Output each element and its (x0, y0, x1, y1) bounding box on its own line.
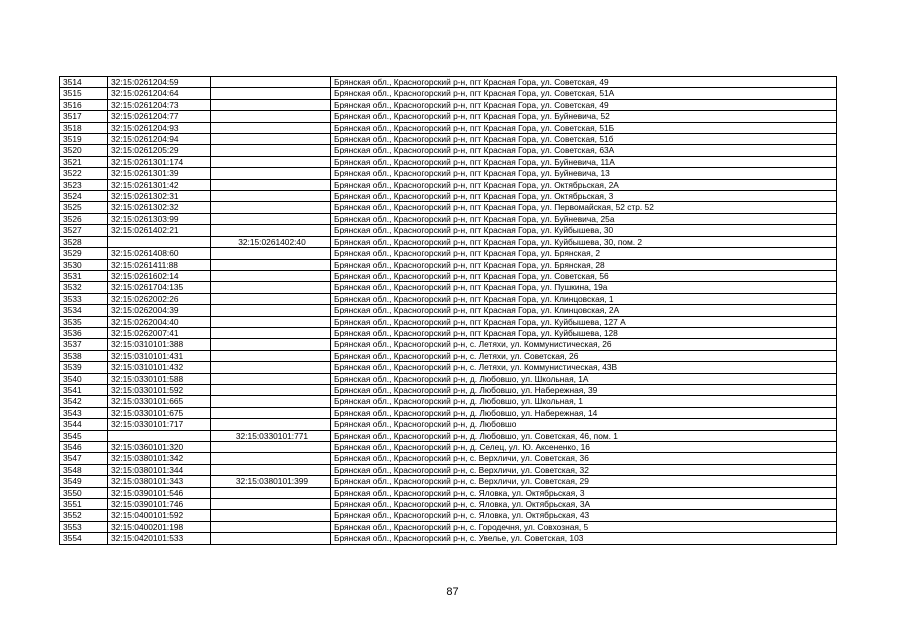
row-number-cell: 3551 (60, 499, 108, 510)
cadastral-number-cell: 32:15:0310101:431 (108, 350, 211, 361)
table-row (60, 111, 837, 122)
table-row (60, 396, 837, 407)
address-cell: Брянская обл., Красногорский р-н, пгт Красная Гора, ул. Советская, 51б (331, 134, 837, 145)
cadastral-number-cell: 32:15:0330101:592 (108, 384, 211, 395)
address-cell: Брянская обл., Красногорский р-н, с. Городечня, ул. Совхозная, 5 (331, 521, 837, 532)
cadastral-number-cell: 32:15:0310101:388 (108, 339, 211, 350)
row-number-cell: 3515 (60, 88, 108, 99)
row-number-cell: 3537 (60, 339, 108, 350)
table-row (60, 384, 837, 395)
row-number-cell: 3535 (60, 316, 108, 327)
cadastral-number-cell: 32:15:0261302:32 (108, 202, 211, 213)
premises-cadastral-number-cell (211, 168, 331, 179)
premises-cadastral-number-cell: 32:15:0261402:40 (211, 236, 331, 247)
row-number-cell: 3541 (60, 384, 108, 395)
table-body (60, 77, 837, 545)
cadastral-number-cell: 32:15:0262004:40 (108, 316, 211, 327)
address-cell: Брянская обл., Красногорский р-н, пгт Красная Гора, ул. Советская, 63А (331, 145, 837, 156)
row-number-cell: 3543 (60, 407, 108, 418)
address-cell: Брянская обл., Красногорский р-н, с. Верхличи, ул. Советская, 32 (331, 464, 837, 475)
cadastral-number-cell: 32:15:0261301:174 (108, 156, 211, 167)
row-number-cell: 3554 (60, 533, 108, 544)
premises-cadastral-number-cell (211, 179, 331, 190)
row-number-cell: 3523 (60, 179, 108, 190)
address-cell: Брянская обл., Красногорский р-н, пгт Красная Гора, ул. Советская, 51А (331, 88, 837, 99)
row-number-cell: 3527 (60, 225, 108, 236)
cadastral-number-cell: 32:15:0261204:64 (108, 88, 211, 99)
address-cell: Брянская обл., Красногорский р-н, с. Летяхи, ул. Коммунистическая, 43В (331, 362, 837, 373)
table-row (60, 510, 837, 521)
address-cell: Брянская обл., Красногорский р-н, с. Яловка, ул. Октябрьская, 3А (331, 499, 837, 510)
address-cell: Брянская обл., Красногорский р-н, пгт Красная Гора, ул. Клинцовская, 2А (331, 305, 837, 316)
cadastral-number-cell (108, 236, 211, 247)
cadastral-number-cell: 32:15:0310101:432 (108, 362, 211, 373)
table-row (60, 134, 837, 145)
address-cell: Брянская обл., Красногорский р-н, с. Яловка, ул. Октябрьская, 43 (331, 510, 837, 521)
premises-cadastral-number-cell (211, 77, 331, 88)
row-number-cell: 3545 (60, 430, 108, 441)
cadastral-number-cell: 32:15:0261602:14 (108, 270, 211, 281)
premises-cadastral-number-cell (211, 191, 331, 202)
table-row (60, 168, 837, 179)
table-row (60, 407, 837, 418)
row-number-cell: 3519 (60, 134, 108, 145)
cadastral-number-cell: 32:15:0330101:717 (108, 419, 211, 430)
table-row (60, 293, 837, 304)
address-cell: Брянская обл., Красногорский р-н, д. Селец, ул. Ю. Аксененко, 16 (331, 442, 837, 453)
table-row (60, 145, 837, 156)
premises-cadastral-number-cell (211, 453, 331, 464)
row-number-cell: 3546 (60, 442, 108, 453)
premises-cadastral-number-cell (211, 122, 331, 133)
address-cell: Брянская обл., Красногорский р-н, пгт Красная Гора, ул. Куйбышева, 128 (331, 327, 837, 338)
cadastral-number-cell: 32:15:0262004:39 (108, 305, 211, 316)
cadastral-number-cell: 32:15:0390101:546 (108, 487, 211, 498)
row-number-cell: 3539 (60, 362, 108, 373)
premises-cadastral-number-cell (211, 464, 331, 475)
address-cell: Брянская обл., Красногорский р-н, пгт Красная Гора, ул. Буйневича, 11А (331, 156, 837, 167)
row-number-cell: 3525 (60, 202, 108, 213)
row-number-cell: 3549 (60, 476, 108, 487)
table-row (60, 122, 837, 133)
table-row (60, 464, 837, 475)
premises-cadastral-number-cell (211, 533, 331, 544)
address-cell: Брянская обл., Красногорский р-н, д. Любовшо, ул. Школьная, 1 (331, 396, 837, 407)
page-number: 87 (446, 586, 459, 598)
table-row (60, 362, 837, 373)
cadastral-number-cell: 32:15:0380101:344 (108, 464, 211, 475)
address-cell: Брянская обл., Красногорский р-н, с. Увелье, ул. Советская, 103 (331, 533, 837, 544)
table-row (60, 248, 837, 259)
table-row (60, 270, 837, 281)
cadastral-number-cell: 32:15:0420101:533 (108, 533, 211, 544)
table-row (60, 350, 837, 361)
table-row (60, 259, 837, 270)
address-cell: Брянская обл., Красногорский р-н, с. Летяхи, ул. Советская, 26 (331, 350, 837, 361)
address-cell: Брянская обл., Красногорский р-н, пгт Красная Гора, ул. Буйневича, 25а (331, 213, 837, 224)
premises-cadastral-number-cell (211, 373, 331, 384)
row-number-cell: 3552 (60, 510, 108, 521)
cadastral-number-cell: 32:15:0261411:88 (108, 259, 211, 270)
premises-cadastral-number-cell (211, 384, 331, 395)
cadastral-number-cell: 32:15:0330101:675 (108, 407, 211, 418)
premises-cadastral-number-cell (211, 521, 331, 532)
table-row (60, 179, 837, 190)
address-cell: Брянская обл., Красногорский р-н, пгт Красная Гора, ул. Куйбышева, 127 А (331, 316, 837, 327)
cadastral-number-cell: 32:15:0261408:60 (108, 248, 211, 259)
cadastral-number-cell: 32:15:0262007:41 (108, 327, 211, 338)
row-number-cell: 3542 (60, 396, 108, 407)
row-number-cell: 3521 (60, 156, 108, 167)
address-cell: Брянская обл., Красногорский р-н, д. Любовшо, ул. Советская, 46, пом. 1 (331, 430, 837, 441)
premises-cadastral-number-cell (211, 145, 331, 156)
premises-cadastral-number-cell (211, 499, 331, 510)
row-number-cell: 3536 (60, 327, 108, 338)
cadastral-number-cell: 32:15:0380101:342 (108, 453, 211, 464)
table-row (60, 236, 837, 247)
premises-cadastral-number-cell: 32:15:0330101:771 (211, 430, 331, 441)
address-cell: Брянская обл., Красногорский р-н, пгт Красная Гора, ул. Советская, 56 (331, 270, 837, 281)
table-row (60, 499, 837, 510)
row-number-cell: 3531 (60, 270, 108, 281)
table-row (60, 282, 837, 293)
premises-cadastral-number-cell (211, 111, 331, 122)
cadastral-number-cell: 32:15:0330101:588 (108, 373, 211, 384)
table-row (60, 327, 837, 338)
table-row (60, 225, 837, 236)
premises-cadastral-number-cell (211, 99, 331, 110)
row-number-cell: 3548 (60, 464, 108, 475)
table-row (60, 487, 837, 498)
row-number-cell: 3533 (60, 293, 108, 304)
row-number-cell: 3524 (60, 191, 108, 202)
cadastral-number-cell (108, 430, 211, 441)
row-number-cell: 3517 (60, 111, 108, 122)
cadastral-number-cell: 32:15:0261204:94 (108, 134, 211, 145)
premises-cadastral-number-cell (211, 305, 331, 316)
premises-cadastral-number-cell (211, 259, 331, 270)
table-row (60, 191, 837, 202)
row-number-cell: 3526 (60, 213, 108, 224)
premises-cadastral-number-cell (211, 270, 331, 281)
table-row (60, 419, 837, 430)
row-number-cell: 3532 (60, 282, 108, 293)
row-number-cell: 3550 (60, 487, 108, 498)
table-row (60, 88, 837, 99)
cadastral-number-cell: 32:15:0262002:26 (108, 293, 211, 304)
premises-cadastral-number-cell (211, 225, 331, 236)
premises-cadastral-number-cell (211, 134, 331, 145)
row-number-cell: 3530 (60, 259, 108, 270)
row-number-cell: 3518 (60, 122, 108, 133)
row-number-cell: 3544 (60, 419, 108, 430)
table-row (60, 521, 837, 532)
table-row (60, 156, 837, 167)
premises-cadastral-number-cell (211, 293, 331, 304)
premises-cadastral-number-cell: 32:15:0380101:399 (211, 476, 331, 487)
row-number-cell: 3534 (60, 305, 108, 316)
address-cell: Брянская обл., Красногорский р-н, пгт Красная Гора, ул. Брянская, 28 (331, 259, 837, 270)
address-cell: Брянская обл., Красногорский р-н, пгт Красная Гора, ул. Буйневича, 52 (331, 111, 837, 122)
address-cell: Брянская обл., Красногорский р-н, пгт Красная Гора, ул. Октябрьская, 3 (331, 191, 837, 202)
cadastral-number-cell: 32:15:0261301:39 (108, 168, 211, 179)
table-row (60, 373, 837, 384)
premises-cadastral-number-cell (211, 510, 331, 521)
address-cell: Брянская обл., Красногорский р-н, пгт Красная Гора, ул. Клинцовская, 1 (331, 293, 837, 304)
row-number-cell: 3529 (60, 248, 108, 259)
premises-cadastral-number-cell (211, 213, 331, 224)
premises-cadastral-number-cell (211, 202, 331, 213)
address-cell: Брянская обл., Красногорский р-н, пгт Красная Гора, ул. Первомайская, 52 стр. 52 (331, 202, 837, 213)
premises-cadastral-number-cell (211, 156, 331, 167)
cadastral-number-cell: 32:15:0261204:59 (108, 77, 211, 88)
premises-cadastral-number-cell (211, 442, 331, 453)
cadastral-number-cell: 32:15:0360101:320 (108, 442, 211, 453)
address-cell: Брянская обл., Красногорский р-н, д. Любовшо (331, 419, 837, 430)
cadastral-number-cell: 32:15:0261205:29 (108, 145, 211, 156)
premises-cadastral-number-cell (211, 339, 331, 350)
premises-cadastral-number-cell (211, 248, 331, 259)
address-cell: Брянская обл., Красногорский р-н, пгт Красная Гора, ул. Куйбышева, 30 (331, 225, 837, 236)
address-cell: Брянская обл., Красногорский р-н, с. Верхличи, ул. Советская, 36 (331, 453, 837, 464)
address-cell: Брянская обл., Красногорский р-н, д. Любовшо, ул. Набережная, 14 (331, 407, 837, 418)
table-row (60, 430, 837, 441)
premises-cadastral-number-cell (211, 316, 331, 327)
row-number-cell: 3553 (60, 521, 108, 532)
table-row (60, 476, 837, 487)
address-cell: Брянская обл., Красногорский р-н, пгт Красная Гора, ул. Буйневича, 13 (331, 168, 837, 179)
table-row (60, 213, 837, 224)
address-cell: Брянская обл., Красногорский р-н, пгт Красная Гора, ул. Брянская, 2 (331, 248, 837, 259)
property-registry-table (59, 76, 837, 545)
cadastral-number-cell: 32:15:0261402:21 (108, 225, 211, 236)
address-cell: Брянская обл., Красногорский р-н, пгт Красная Гора, ул. Советская, 49 (331, 77, 837, 88)
premises-cadastral-number-cell (211, 362, 331, 373)
cadastral-number-cell: 32:15:0261704:135 (108, 282, 211, 293)
address-cell: Брянская обл., Красногорский р-н, с. Верхличи, ул. Советская, 29 (331, 476, 837, 487)
premises-cadastral-number-cell (211, 282, 331, 293)
cadastral-number-cell: 32:15:0261204:73 (108, 99, 211, 110)
table-row (60, 99, 837, 110)
premises-cadastral-number-cell (211, 396, 331, 407)
row-number-cell: 3520 (60, 145, 108, 156)
row-number-cell: 3547 (60, 453, 108, 464)
address-cell: Брянская обл., Красногорский р-н, пгт Красная Гора, ул. Советская, 51Б (331, 122, 837, 133)
row-number-cell: 3522 (60, 168, 108, 179)
address-cell: Брянская обл., Красногорский р-н, пгт Красная Гора, ул. Советская, 49 (331, 99, 837, 110)
cadastral-number-cell: 32:15:0261204:93 (108, 122, 211, 133)
cadastral-number-cell: 32:15:0390101:746 (108, 499, 211, 510)
address-cell: Брянская обл., Красногорский р-н, пгт Красная Гора, ул. Пушкина, 19а (331, 282, 837, 293)
cadastral-number-cell: 32:15:0400101:592 (108, 510, 211, 521)
cadastral-number-cell: 32:15:0400201:198 (108, 521, 211, 532)
cadastral-number-cell: 32:15:0261301:42 (108, 179, 211, 190)
address-cell: Брянская обл., Красногорский р-н, пгт Красная Гора, ул. Октябрьская, 2А (331, 179, 837, 190)
address-cell: Брянская обл., Красногорский р-н, д. Любовшо, ул. Школьная, 1А (331, 373, 837, 384)
cadastral-number-cell: 32:15:0261303:99 (108, 213, 211, 224)
premises-cadastral-number-cell (211, 327, 331, 338)
address-cell: Брянская обл., Красногорский р-н, с. Летяхи, ул. Коммунистическая, 26 (331, 339, 837, 350)
premises-cadastral-number-cell (211, 350, 331, 361)
table-row (60, 442, 837, 453)
premises-cadastral-number-cell (211, 487, 331, 498)
cadastral-number-cell: 32:15:0261302:31 (108, 191, 211, 202)
row-number-cell: 3538 (60, 350, 108, 361)
premises-cadastral-number-cell (211, 407, 331, 418)
address-cell: Брянская обл., Красногорский р-н, пгт Красная Гора, ул. Куйбышева, 30, пом. 2 (331, 236, 837, 247)
premises-cadastral-number-cell (211, 419, 331, 430)
row-number-cell: 3516 (60, 99, 108, 110)
table-row (60, 339, 837, 350)
table-row (60, 533, 837, 544)
cadastral-number-cell: 32:15:0261204:77 (108, 111, 211, 122)
table-row (60, 202, 837, 213)
row-number-cell: 3540 (60, 373, 108, 384)
table-row (60, 305, 837, 316)
table-row (60, 453, 837, 464)
table-row (60, 77, 837, 88)
address-cell: Брянская обл., Красногорский р-н, с. Яловка, ул. Октябрьская, 3 (331, 487, 837, 498)
row-number-cell: 3514 (60, 77, 108, 88)
premises-cadastral-number-cell (211, 88, 331, 99)
table-row (60, 316, 837, 327)
cadastral-number-cell: 32:15:0330101:665 (108, 396, 211, 407)
row-number-cell: 3528 (60, 236, 108, 247)
cadastral-number-cell: 32:15:0380101:343 (108, 476, 211, 487)
address-cell: Брянская обл., Красногорский р-н, д. Любовшо, ул. Набережная, 39 (331, 384, 837, 395)
